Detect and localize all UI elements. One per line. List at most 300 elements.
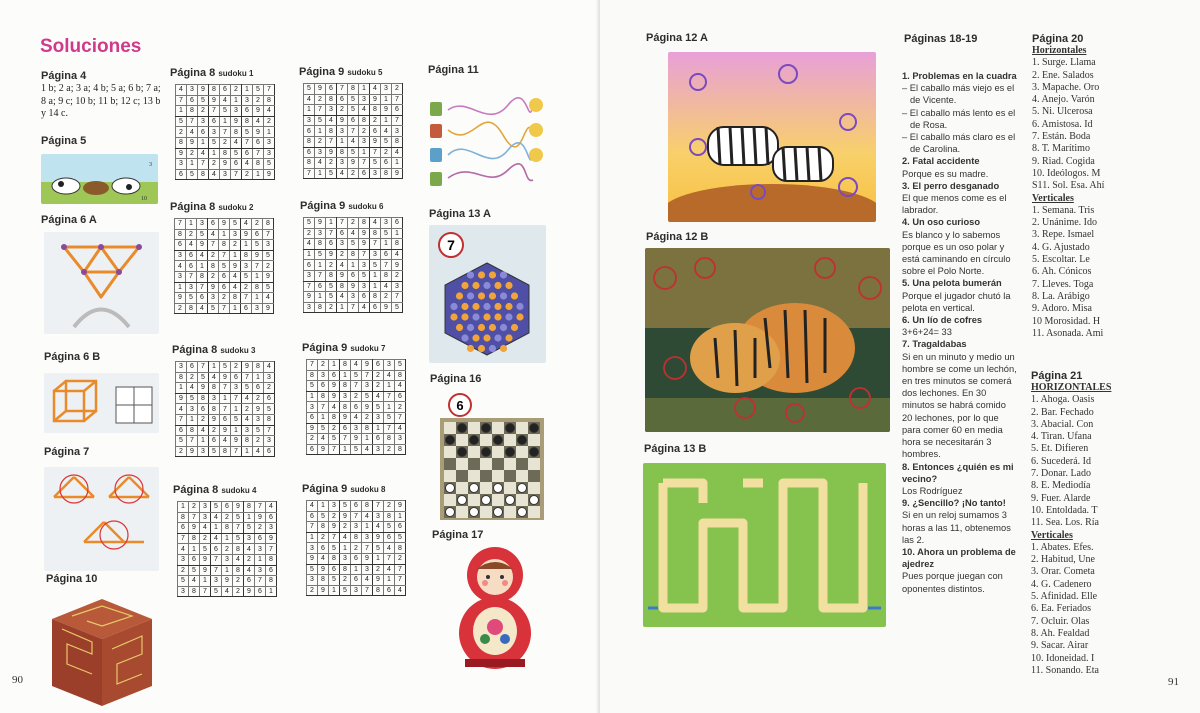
sudoku-cell: 3: [329, 501, 340, 512]
sudoku-cell: 5: [233, 533, 244, 544]
sudoku-cell: 1: [264, 127, 275, 138]
board-square: [444, 422, 456, 434]
sudoku-cell: 1: [253, 169, 264, 180]
sudoku-cell: 4: [242, 159, 253, 170]
sudoku-cell: 4: [253, 446, 264, 457]
board-square: [444, 494, 456, 506]
sudoku-cell: 3: [253, 414, 264, 425]
sudoku-cell: 9: [351, 434, 362, 445]
sudoku-cell: 4: [176, 85, 187, 96]
sudoku-cell: 8: [175, 229, 186, 240]
sudoku-cell: 5: [186, 293, 197, 304]
sudoku-cell: 3: [337, 239, 348, 250]
sudoku-cell: 2: [392, 84, 403, 95]
sudoku-cell: 2: [176, 127, 187, 138]
hex-dot: [450, 303, 457, 310]
sudoku-cell: 6: [329, 370, 340, 381]
riddle-question: 1. Problemas en la cuadra: [902, 71, 1017, 81]
sudoku-cell: 2: [304, 228, 315, 239]
sudoku-cell: 4: [230, 282, 241, 293]
board-square: [516, 470, 528, 482]
sudoku-cell: 9: [373, 575, 384, 586]
cows-image: [41, 154, 158, 204]
sudoku-cell: 2: [340, 575, 351, 586]
sudoku-cell: 8: [209, 383, 220, 394]
cows-illustration: [41, 154, 158, 204]
sudoku-cell: 2: [340, 522, 351, 533]
sudoku-cell: 1: [252, 293, 263, 304]
checker-piece: [458, 424, 467, 433]
page-number-right: 91: [1168, 676, 1179, 688]
sudoku-cell: 1: [392, 158, 403, 169]
sudoku-cell: 2: [264, 383, 275, 394]
hex-dot: [456, 292, 463, 299]
sudoku-cell: 5: [208, 303, 219, 314]
sudoku-cell: 8: [304, 158, 315, 169]
sudoku-cell: 9: [264, 169, 275, 180]
sudoku-cell: 4: [242, 393, 253, 404]
board-square: [528, 434, 540, 446]
board-square: [468, 446, 480, 458]
sudoku-cell: 5: [230, 219, 241, 230]
sudoku-cell: 9: [340, 511, 351, 522]
sudoku-cell: 4: [381, 281, 392, 292]
sudoku-cell: 1: [253, 372, 264, 383]
sudoku-cell: 3: [326, 105, 337, 116]
sudoku-cell: 6: [176, 425, 187, 436]
sudoku-cell: 2: [231, 85, 242, 96]
sudoku-cell: 6: [392, 218, 403, 229]
hex-dot: [467, 324, 474, 331]
sudoku-cell: 5: [351, 444, 362, 455]
sudoku-cell: 5: [197, 229, 208, 240]
sudoku-grid: [303, 217, 403, 313]
sudoku-cell: 3: [304, 270, 315, 281]
sudoku-cell: 2: [307, 434, 318, 445]
sudoku-cell: 5: [348, 239, 359, 250]
sudoku-cell: 7: [395, 575, 406, 586]
board-square: [456, 506, 468, 518]
board-square: [492, 494, 504, 506]
page13a-title: Página 13 A: [429, 208, 491, 220]
sudoku-cell: 7: [176, 95, 187, 106]
sudoku-cell: 6: [326, 239, 337, 250]
sudoku-cell: 9: [307, 553, 318, 564]
sudoku-cell: 2: [178, 565, 189, 576]
page4-answers: 1 b; 2 a; 3 a; 4 b; 5 a; 6 b; 7 a; 8 a; 9 c; 10 b; 11 b; 12 c; 13 b y 14 c.: [41, 83, 161, 119]
sudoku-cell: 4: [220, 436, 231, 447]
sudoku-cell: 4: [384, 370, 395, 381]
sudoku-cell: 1: [176, 106, 187, 117]
sudoku-cell: 9: [200, 554, 211, 565]
sudoku-cell: 7: [266, 544, 277, 555]
crossword-answer: 3. Mapache. Oro: [1032, 81, 1100, 93]
board-square: [504, 458, 516, 470]
sudoku-cell: 8: [318, 522, 329, 533]
sudoku-cell: 6: [219, 282, 230, 293]
sudoku-cell: 4: [348, 136, 359, 147]
sudoku-cell: 2: [253, 95, 264, 106]
sudoku-cell: 2: [381, 147, 392, 158]
sudoku-cell: 4: [244, 544, 255, 555]
sudoku-cell: 1: [244, 512, 255, 523]
sudoku-cell: 3: [255, 544, 266, 555]
sudoku-cell: 4: [244, 565, 255, 576]
sudoku-cell: 8: [326, 270, 337, 281]
sudoku3-title: Página 8 sudoku 3: [172, 344, 256, 356]
sudoku-cell: 6: [255, 533, 266, 544]
sudoku-cell: 6: [370, 302, 381, 313]
hex-dot: [489, 345, 496, 352]
sudoku-cell: 4: [370, 84, 381, 95]
p1819-title: Páginas 18-19: [904, 33, 978, 45]
sudoku-cell: 5: [209, 137, 220, 148]
sudoku-cell: 6: [359, 168, 370, 179]
sudoku-cell: 6: [264, 446, 275, 457]
crossword-answer: 5. Et. Difieren: [1031, 443, 1089, 455]
sudoku-cell: 5: [326, 168, 337, 179]
sudoku-cell: 2: [198, 414, 209, 425]
sudoku-cell: 6: [242, 106, 253, 117]
sudoku-cell: 6: [241, 303, 252, 314]
sudoku-cell: 5: [253, 85, 264, 96]
sudoku-cell: 6: [307, 444, 318, 455]
sudoku-cell: 8: [198, 169, 209, 180]
sudoku-cell: 2: [351, 391, 362, 402]
sudoku-cell: 5: [392, 302, 403, 313]
checker-piece: [530, 424, 539, 433]
sudoku-cell: 2: [233, 576, 244, 587]
crossword-answer: 3. Abacial. Con: [1031, 418, 1094, 430]
sudoku-cell: 9: [348, 281, 359, 292]
crossword-answer: 6. Ah. Cónicos: [1032, 266, 1092, 278]
sudoku-cell: 3: [351, 585, 362, 596]
sudoku-cell: 1: [304, 105, 315, 116]
sudoku-cell: 6: [255, 586, 266, 597]
sudoku-cell: 9: [176, 148, 187, 159]
sudoku-cell: 7: [304, 281, 315, 292]
sudoku-cell: 7: [362, 543, 373, 554]
sudoku-cell: 8: [395, 370, 406, 381]
sudoku-cell: 4: [384, 543, 395, 554]
sudoku-cell: 6: [315, 281, 326, 292]
sudoku-cell: 9: [187, 137, 198, 148]
sudoku-cell: 2: [329, 423, 340, 434]
sudoku-cell: 1: [340, 543, 351, 554]
sudoku-cell: 2: [222, 512, 233, 523]
sudoku-cell: 6: [220, 85, 231, 96]
sudoku-cell: 4: [253, 116, 264, 127]
hex-dot: [500, 292, 507, 299]
sudoku-cell: 2: [242, 404, 253, 415]
sudoku-cell: 8: [329, 553, 340, 564]
checker-piece: [470, 484, 479, 493]
sudoku-cell: 4: [362, 511, 373, 522]
sudoku-cell: 9: [373, 532, 384, 543]
board-square: [528, 458, 540, 470]
sudoku-cell: 4: [381, 126, 392, 137]
board-square: [456, 470, 468, 482]
sudoku-cell: 2: [187, 148, 198, 159]
sudoku-cell: 3: [175, 250, 186, 261]
sudoku-cell: 7: [219, 250, 230, 261]
sudoku-cell: 2: [242, 169, 253, 180]
crossword-answer: 5. Afinidad. Elle: [1031, 591, 1098, 603]
sudoku-cell: 2: [318, 532, 329, 543]
hex-dot: [461, 334, 468, 341]
sudoku-cell: 9: [395, 501, 406, 512]
sudoku-cell: 9: [348, 158, 359, 169]
sudoku-cell: 4: [198, 148, 209, 159]
sudoku-cell: 9: [326, 147, 337, 158]
crossword-answer: 3. Repe. Ismael: [1032, 229, 1095, 241]
checker-piece: [494, 484, 503, 493]
sudoku-cell: 2: [351, 543, 362, 554]
sudoku-cell: 3: [200, 512, 211, 523]
sudoku-cell: 3: [264, 148, 275, 159]
sudoku-cell: 5: [176, 436, 187, 447]
sudoku-cell: 3: [304, 115, 315, 126]
sudoku-cell: 4: [329, 402, 340, 413]
riddle-question: 4. Un oso curioso: [902, 217, 981, 228]
sudoku-cell: 1: [381, 115, 392, 126]
sudoku-cell: 6: [189, 554, 200, 565]
sudoku-cell: 2: [373, 564, 384, 575]
sudoku-cell: 7: [187, 116, 198, 127]
sudoku-cell: 1: [242, 85, 253, 96]
sudoku-cell: 3: [392, 126, 403, 137]
sudoku-cell: 6: [340, 423, 351, 434]
sudoku-cell: 4: [242, 414, 253, 425]
sudoku-cell: 9: [233, 502, 244, 513]
sudoku-cell: 1: [178, 502, 189, 513]
sudoku-cell: 5: [373, 402, 384, 413]
sudoku-cell: 7: [326, 136, 337, 147]
sudoku-cell: 3: [315, 228, 326, 239]
p1819-list: [902, 70, 1018, 595]
sudoku-cell: 4: [187, 127, 198, 138]
sudoku-cell: 3: [304, 302, 315, 313]
crossword-answer: 1. Abates. Efes.: [1031, 541, 1094, 553]
sudoku-cell: 1: [266, 586, 277, 597]
sudoku-cell: 5: [198, 95, 209, 106]
sudoku-cell: 4: [233, 554, 244, 565]
checkers-badge: 6: [456, 398, 464, 413]
sudoku-cell: 4: [304, 239, 315, 250]
sudoku-cell: 3: [373, 412, 384, 423]
sudoku-cell: 7: [197, 282, 208, 293]
sudoku-cell: 1: [242, 446, 253, 457]
sudoku-cell: 6: [348, 115, 359, 126]
hex-dot: [472, 303, 479, 310]
sudoku-cell: 2: [307, 585, 318, 596]
riddle-answer: Porque el jugador chutó la pelota en vertical.: [902, 290, 1011, 313]
sudoku-cell: 7: [255, 502, 266, 513]
sudoku4-title: Página 8 sudoku 4: [173, 484, 257, 496]
sudoku-cell: 4: [384, 564, 395, 575]
hex-dot: [511, 324, 518, 331]
sudoku-cell: 6: [176, 169, 187, 180]
sudoku-cell: 1: [359, 147, 370, 158]
sudoku-cell: 4: [266, 502, 277, 513]
sudoku-cell: 1: [326, 218, 337, 229]
page16-title: Página 16: [430, 373, 482, 385]
sudoku-cell: 8: [264, 414, 275, 425]
sudoku-cell: 8: [189, 586, 200, 597]
sudoku-cell: 6: [370, 126, 381, 137]
sudoku-cell: 2: [315, 94, 326, 105]
sudoku-cell: 9: [362, 553, 373, 564]
sudoku-cell: 1: [315, 168, 326, 179]
sudoku-cell: 2: [348, 168, 359, 179]
sudoku-cell: 9: [175, 293, 186, 304]
sudoku-cell: 3: [264, 137, 275, 148]
sudoku-cell: 9: [263, 303, 274, 314]
zebras-illustration: [668, 52, 876, 222]
sudoku-cell: 2: [186, 229, 197, 240]
sudoku-cell: 2: [362, 412, 373, 423]
sudoku-cell: 9: [253, 127, 264, 138]
sudoku-cell: 8: [384, 434, 395, 445]
sudoku-cell: 9: [200, 565, 211, 576]
sudoku-cell: 8: [252, 282, 263, 293]
hex-puzzle: [429, 225, 546, 363]
sudoku-cell: 4: [337, 168, 348, 179]
board-square: [456, 434, 468, 446]
sudoku-cell: 8: [176, 137, 187, 148]
sudoku-cell: 3: [373, 511, 384, 522]
sudoku-cell: 9: [337, 115, 348, 126]
sudoku-cell: 4: [318, 434, 329, 445]
sudoku-cell: 6: [326, 84, 337, 95]
sudoku-6: [303, 217, 403, 313]
sudoku-cell: 1: [307, 532, 318, 543]
hex-dot: [505, 334, 512, 341]
crossword-answer: 9. Riad. Cogida: [1032, 155, 1095, 167]
sudoku-cell: 3: [252, 303, 263, 314]
sudoku-cell: 7: [252, 261, 263, 272]
sudoku-cell: 3: [176, 362, 187, 373]
sudoku-cell: 6: [266, 512, 277, 523]
crossword-answer: 1. Surge. Llama: [1032, 57, 1096, 69]
sudoku-cell: 9: [304, 292, 315, 303]
sudoku-cell: 7: [315, 105, 326, 116]
zebras-image: [668, 52, 876, 222]
sudoku-cell: 9: [242, 362, 253, 373]
hex-badge: 7: [447, 237, 455, 253]
crossword-answer: 7. Están. Boda: [1032, 131, 1091, 143]
sudoku-cell: 4: [326, 115, 337, 126]
sudoku-cell: 1: [351, 564, 362, 575]
crossword-p21: [1031, 370, 1141, 677]
sudoku-cell: 5: [200, 544, 211, 555]
maze-cube-image: [42, 594, 160, 710]
tigers-illustration: [645, 248, 890, 432]
sudoku-cell: 4: [211, 533, 222, 544]
checker-piece: [494, 436, 503, 445]
sudoku-cell: 4: [348, 228, 359, 239]
sudoku-cell: 2: [252, 219, 263, 230]
hex-dot: [516, 313, 523, 320]
sudoku-cell: 1: [220, 393, 231, 404]
sudoku-cell: 2: [208, 250, 219, 261]
page4-title: Página 4: [41, 70, 87, 82]
sudoku-cell: 7: [211, 565, 222, 576]
sudoku-cell: 9: [253, 404, 264, 415]
sudoku-cell: 9: [329, 381, 340, 392]
sudoku-cell: 4: [186, 240, 197, 251]
checker-piece: [518, 436, 527, 445]
hex-dot: [483, 334, 490, 341]
crossword-answer: 2. Habitud, Une: [1031, 554, 1095, 566]
sudoku-cell: 5: [351, 370, 362, 381]
sudoku-cell: 1: [222, 565, 233, 576]
crossword-answer: 8. La. Arábigo: [1032, 290, 1090, 302]
sudoku-cell: 8: [359, 115, 370, 126]
sudoku-cell: 1: [384, 402, 395, 413]
sudoku-cell: 2: [315, 136, 326, 147]
sudoku-cell: 5: [362, 391, 373, 402]
sudoku-cell: 3: [208, 293, 219, 304]
board-square: [492, 446, 504, 458]
sudoku-cell: 8: [337, 147, 348, 158]
sudoku-cell: 5: [264, 404, 275, 415]
board-square: [468, 494, 480, 506]
sudoku-cell: 6: [351, 553, 362, 564]
sudoku-cell: 9: [241, 229, 252, 240]
sudoku-cell: 9: [318, 444, 329, 455]
sudoku-cell: 3: [211, 576, 222, 587]
crossword-answer: 6. Amistosa. Id: [1032, 118, 1093, 130]
sudoku-cell: 8: [253, 159, 264, 170]
board-square: [492, 470, 504, 482]
sudoku-cell: 6: [318, 543, 329, 554]
sudoku-cell: 6: [351, 501, 362, 512]
sudoku-cell: 3: [264, 436, 275, 447]
sudoku-cell: 7: [340, 434, 351, 445]
sudoku-cell: 7: [189, 512, 200, 523]
sudoku-cell: 5: [348, 94, 359, 105]
sudoku-cell: 4: [340, 532, 351, 543]
sudoku-cell: 3: [362, 564, 373, 575]
sudoku-cell: 6: [242, 148, 253, 159]
sudoku-cell: 5: [381, 136, 392, 147]
sudoku-cell: 7: [384, 423, 395, 434]
board-square: [492, 458, 504, 470]
solutions-heading: Soluciones: [40, 36, 142, 57]
sudoku-cell: 1: [197, 261, 208, 272]
hex-dot: [500, 345, 507, 352]
sudoku-cell: 9: [220, 425, 231, 436]
sudoku-cell: 6: [351, 575, 362, 586]
sudoku-cell: 2: [329, 511, 340, 522]
sudoku-cell: 2: [255, 523, 266, 534]
sudoku-cell: 6: [381, 249, 392, 260]
sudoku-cell: 7: [326, 228, 337, 239]
sudoku-cell: 9: [198, 383, 209, 394]
sudoku-cell: 6: [187, 95, 198, 106]
sudoku-cell: 5: [231, 148, 242, 159]
sudoku-cell: 5: [252, 240, 263, 251]
sudoku-cell: 8: [266, 554, 277, 565]
sudoku-cell: 9: [318, 564, 329, 575]
p20-answers: [1032, 45, 1142, 340]
board-square: [528, 482, 540, 494]
hex-dot: [500, 271, 507, 278]
sudoku-cell: 3: [264, 372, 275, 383]
sudoku-cell: 7: [220, 404, 231, 415]
sudoku-cell: 1: [395, 511, 406, 522]
